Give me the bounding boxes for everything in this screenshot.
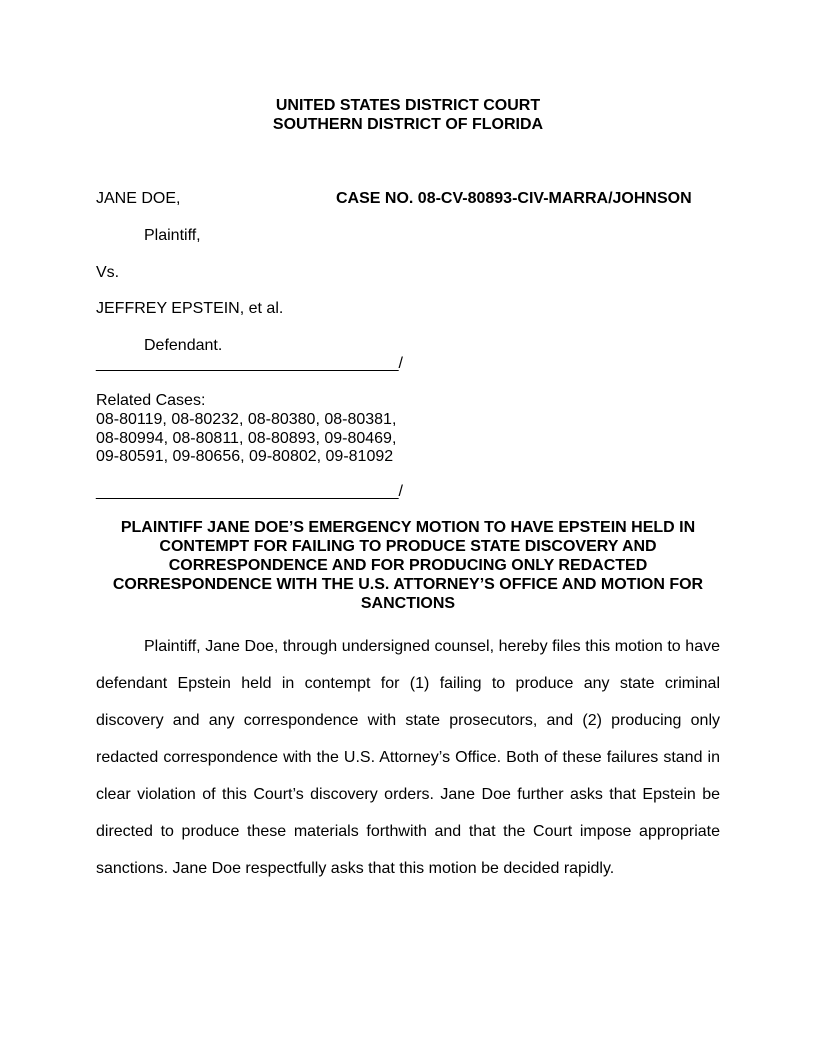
motion-body <box>96 628 720 887</box>
related-cases-line-2: 08-80994, 08-80811, 08-80893, 09-80469, <box>96 430 397 447</box>
court-name-line-1: UNITED STATES DISTRICT COURT <box>275 97 541 114</box>
motion-body-text: Plaintiff, Jane Doe, through undersigned counsel, hereby files this motion to have defendant Epstein held in contempt for (1) failing to produce any state criminal discovery and any correspondence with state prosecutors, and (2) producing only redacted correspondence with the U.S. Attorney’s Office. Both of these failures stand in clear violation of this Court’s discovery orders. Jane Doe further asks that Epstein be directed to produce these materials forthwith and that the Court impose appropriate sanctions. Jane Doe respectfully asks that this motion be decided rapidly. <box>96 638 720 877</box>
defendant-name: JEFFREY EPSTEIN, et al. <box>96 300 284 317</box>
caption-rule-2: __________________________________/ <box>96 483 403 500</box>
related-cases-line-3: 09-80591, 09-80656, 09-80802, 09-81092 <box>96 448 394 465</box>
versus-label: Vs. <box>96 264 120 281</box>
plaintiff-name: JANE DOE, <box>96 190 181 207</box>
case-number: CASE NO. 08-CV-80893-CIV-MARRA/JOHNSON <box>336 190 692 207</box>
related-cases-heading: Related Cases: <box>96 392 206 409</box>
caption-rule-1: __________________________________/ <box>96 355 403 372</box>
plaintiff-role: Plaintiff, <box>144 227 201 244</box>
related-cases-line-1: 08-80119, 08-80232, 08-80380, 08-80381, <box>96 411 397 428</box>
defendant-role: Defendant. <box>144 337 223 354</box>
court-name-line-2: SOUTHERN DISTRICT OF FLORIDA <box>272 116 544 133</box>
motion-title: PLAINTIFF JANE DOE’S EMERGENCY MOTION TO HAVE EPSTEIN HELD IN CONTEMPT FOR FAILING TO PRODUCE STATE DISCOVERY AND CORRESPONDENCE AND FOR PRODUCING ONLY REDACTED CORRESPONDENCE WITH THE U.S. ATTORNEY’S OFFICE AND MOTION FOR SANCTIONS <box>112 519 704 612</box>
